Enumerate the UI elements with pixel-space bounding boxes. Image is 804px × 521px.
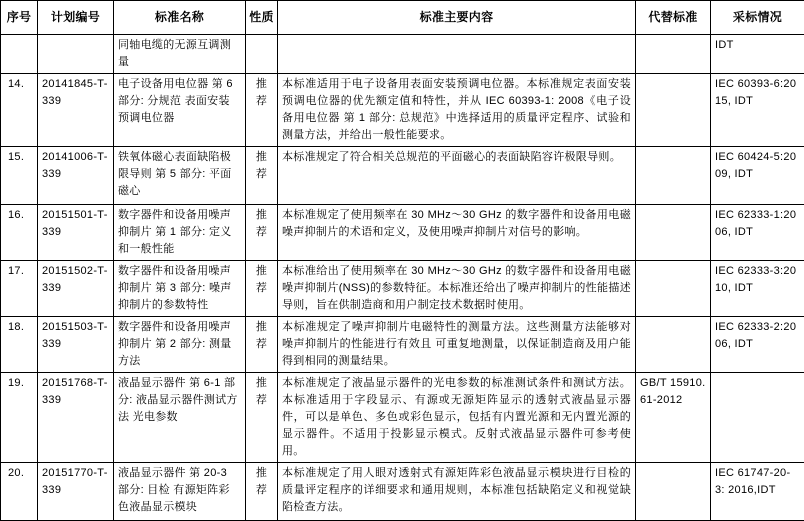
cell-adoption-status: IDT xyxy=(711,35,804,74)
table-row xyxy=(1,35,804,74)
cell-replaced-standard: GB/T 15910.61-2012 xyxy=(636,373,711,463)
cell-replaced-standard xyxy=(636,317,711,373)
cell-main-content: 本标准规定了符合相关总规范的平面磁心的表面缺陷容许极限导则。 xyxy=(278,147,636,205)
cell-nature: 推荐 xyxy=(246,317,278,373)
table-row xyxy=(1,74,804,147)
cell-nature xyxy=(246,35,278,74)
cell-plan-number: 20151502-T-339 xyxy=(38,261,114,317)
cell-nature: 推荐 xyxy=(246,74,278,147)
table-row xyxy=(1,373,804,463)
cell-seq: 14. xyxy=(1,74,38,147)
table-row xyxy=(1,205,804,261)
cell-plan-number: 20141845-T-339 xyxy=(38,74,114,147)
cell-plan-number: 20141006-T-339 xyxy=(38,147,114,205)
cell-seq: 15. xyxy=(1,147,38,205)
cell-seq: 17. xyxy=(1,261,38,317)
cell-standard-name: 电子设备用电位器 第 6 部分: 分规范 表面安装预调电位器 xyxy=(114,74,246,147)
cell-replaced-standard xyxy=(636,205,711,261)
header-seq: 序号 xyxy=(1,1,38,35)
header-plan-number: 计划编号 xyxy=(38,1,114,35)
cell-plan-number xyxy=(38,35,114,74)
cell-plan-number: 20151770-T-339 xyxy=(38,463,114,521)
cell-replaced-standard xyxy=(636,261,711,317)
cell-nature: 推荐 xyxy=(246,205,278,261)
header-standard-name: 标准名称 xyxy=(114,1,246,35)
header-main-content: 标准主要内容 xyxy=(278,1,636,35)
table-row xyxy=(1,317,804,373)
header-nature: 性质 xyxy=(246,1,278,35)
cell-replaced-standard xyxy=(636,35,711,74)
cell-adoption-status xyxy=(711,373,804,463)
table-row xyxy=(1,147,804,205)
cell-replaced-standard xyxy=(636,74,711,147)
cell-nature: 推荐 xyxy=(246,261,278,317)
table-row xyxy=(1,261,804,317)
cell-adoption-status: IEC 60393-6:2015, IDT xyxy=(711,74,804,147)
cell-nature: 推荐 xyxy=(246,147,278,205)
cell-main-content: 本标准规定了液晶显示器件的光电参数的标准测试条件和测试方法。本标准适用于字段显示、有源或无源矩阵显示的透射式液晶显示器件，可以是单色、多色或彩色显示，包括有内置光源和无内置光源的显示器件。不适用于投影显示模式。反射式液晶显示器件可参考使用。 xyxy=(278,373,636,463)
cell-standard-name: 数字器件和设备用噪声抑制片 第 3 部分: 噪声抑制片的参数特性 xyxy=(114,261,246,317)
cell-seq: 20. xyxy=(1,463,38,521)
cell-adoption-status: IEC 61747-20-3: 2016,IDT xyxy=(711,463,804,521)
cell-adoption-status: IEC 62333-3:2010, IDT xyxy=(711,261,804,317)
cell-standard-name: 液晶显示器件 第 20-3 部分: 目检 有源矩阵彩色液晶显示模块 xyxy=(114,463,246,521)
cell-nature: 推荐 xyxy=(246,463,278,521)
cell-seq: 16. xyxy=(1,205,38,261)
cell-adoption-status: IEC 60424-5:2009, IDT xyxy=(711,147,804,205)
cell-main-content xyxy=(278,35,636,74)
header-row xyxy=(1,1,804,35)
cell-main-content: 本标准适用于电子设备用表面安装预调电位器。本标准规定表面安装预调电位器的优先额定值和特性，并从 IEC 60393-1: 2008《电子设备用电位器 第 1 部分: 总规范》中选择适用的质量评定程序、试验和测量方法，并给出一般性能要求。 xyxy=(278,74,636,147)
cell-adoption-status: IEC 62333-1:2006, IDT xyxy=(711,205,804,261)
cell-standard-name: 数字器件和设备用噪声抑制片 第 2 部分: 测量方法 xyxy=(114,317,246,373)
table-header xyxy=(1,1,804,35)
cell-plan-number: 20151503-T-339 xyxy=(38,317,114,373)
cell-replaced-standard xyxy=(636,147,711,205)
cell-standard-name: 铁氧体磁心表面缺陷极限导则 第 5 部分: 平面磁心 xyxy=(114,147,246,205)
cell-standard-name: 液晶显示器件 第 6-1 部分: 液晶显示器件测试方法 光电参数 xyxy=(114,373,246,463)
cell-standard-name: 同轴电缆的无源互调测量 xyxy=(114,35,246,74)
cell-adoption-status: IEC 62333-2:2006, IDT xyxy=(711,317,804,373)
cell-seq: 19. xyxy=(1,373,38,463)
cell-main-content: 本标准规定了用人眼对透射式有源矩阵彩色液晶显示模块进行目检的质量评定程序的详细要求和通用规则，本标准包括缺陷定义和视觉缺陷检查方法。 xyxy=(278,463,636,521)
header-replaced-standard: 代替标准 xyxy=(636,1,711,35)
cell-plan-number: 20151501-T-339 xyxy=(38,205,114,261)
cell-main-content: 本标准给出了使用频率在 30 MHz～30 GHz 的数字器件和设备用电磁噪声抑制片(NSS)的参数特征。本标准还给出了噪声抑制片的性能描述导则，旨在供制造商和用户制定技术数据时使用。 xyxy=(278,261,636,317)
cell-plan-number: 20151768-T-339 xyxy=(38,373,114,463)
cell-main-content: 本标准规定了使用频率在 30 MHz～30 GHz 的数字器件和设备用电磁噪声抑制片的术语和定义，及使用噪声抑制片对信号的影响。 xyxy=(278,205,636,261)
cell-seq xyxy=(1,35,38,74)
header-adoption-status: 采标情况 xyxy=(711,1,804,35)
cell-replaced-standard xyxy=(636,463,711,521)
cell-nature: 推荐 xyxy=(246,373,278,463)
cell-standard-name: 数字器件和设备用噪声抑制片 第 1 部分: 定义和一般性能 xyxy=(114,205,246,261)
table-row xyxy=(1,463,804,521)
cell-seq: 18. xyxy=(1,317,38,373)
table-body xyxy=(1,35,804,521)
cell-main-content: 本标准规定了噪声抑制片电磁特性的测量方法。这些测量方法能够对噪声抑制片的性能进行有效且 可重复地测量，以保证制造商及用户能得到相同的测量结果。 xyxy=(278,317,636,373)
